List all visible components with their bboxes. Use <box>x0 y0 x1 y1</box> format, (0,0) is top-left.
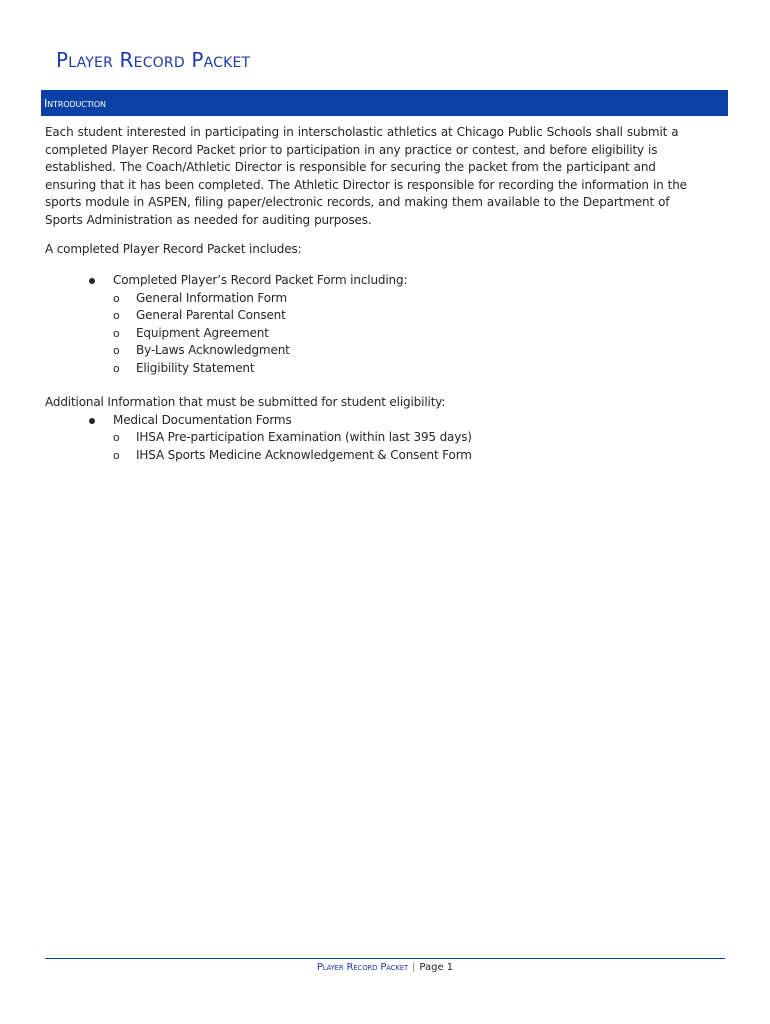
sub-bullet-marker: o <box>113 344 120 357</box>
bullet-icon <box>89 418 95 424</box>
sub-bullet-marker: o <box>113 431 120 444</box>
sub-list-item-text: Eligibility Statement <box>136 360 255 375</box>
sub-list-item <box>0 290 770 308</box>
section-heading-bar <box>41 90 728 116</box>
sub-bullet-marker: o <box>113 309 120 322</box>
sub-list-item-text: IHSA Pre-participation Examination (within last 395 days) <box>136 430 472 444</box>
sub-list-item <box>0 429 770 447</box>
sub-list-item-text: By-Laws Acknowledgment <box>136 343 290 357</box>
sub-bullet-marker: o <box>113 291 120 305</box>
sub-bullet-marker: o <box>113 448 120 462</box>
sub-bullet-marker: o <box>113 326 120 340</box>
sub-list-item-text: Equipment Agreement <box>136 325 269 340</box>
list-item <box>0 272 770 290</box>
sub-list-item <box>0 342 770 360</box>
sub-list-item-text: General Information Form <box>136 290 288 305</box>
additional-label: Additional Information that must be submitted for student eligibility: <box>45 395 446 409</box>
sub-list-item-text: General Parental Consent <box>136 308 286 322</box>
section-heading: Introduction <box>44 96 106 110</box>
page-title: Player Record Packet <box>56 48 251 72</box>
sub-bullet-marker: o <box>113 361 120 375</box>
sub-list-item <box>0 447 770 465</box>
sub-list-item <box>0 360 770 378</box>
list-item <box>0 412 770 430</box>
footer-divider <box>45 958 725 959</box>
list-item-text: Medical Documentation Forms <box>113 412 292 427</box>
list-item-text: Completed Player’s Record Packet Form including: <box>113 273 408 287</box>
footer-title: Player Record Packet <box>316 962 409 973</box>
footer-separator: | <box>412 962 416 973</box>
sub-list-item-text: IHSA Sports Medicine Acknowledgement & Consent Form <box>136 447 472 462</box>
intro-paragraph: Each student interested in participating in interscholastic athletics at Chicago Public Schools shall submit a completed Player Record Packet prior to participation in any practice or contest, and before eligibility is established. The Coach/Athletic Director is responsible for securing the packet from the participant and ensuring that it has been completed. The Athletic Director is responsible for recording the information in the sports module in ASPEN, filing paper/electronic records, and making them available to the Department of Sports Administration as needed for auditing purposes. <box>45 125 687 227</box>
sub-list-item <box>0 307 770 325</box>
bullet-icon <box>89 278 95 284</box>
page-footer <box>0 961 770 974</box>
sub-list-item <box>0 325 770 343</box>
page-number: Page 1 <box>419 962 454 973</box>
includes-label: A completed Player Record Packet includes: <box>45 242 302 256</box>
